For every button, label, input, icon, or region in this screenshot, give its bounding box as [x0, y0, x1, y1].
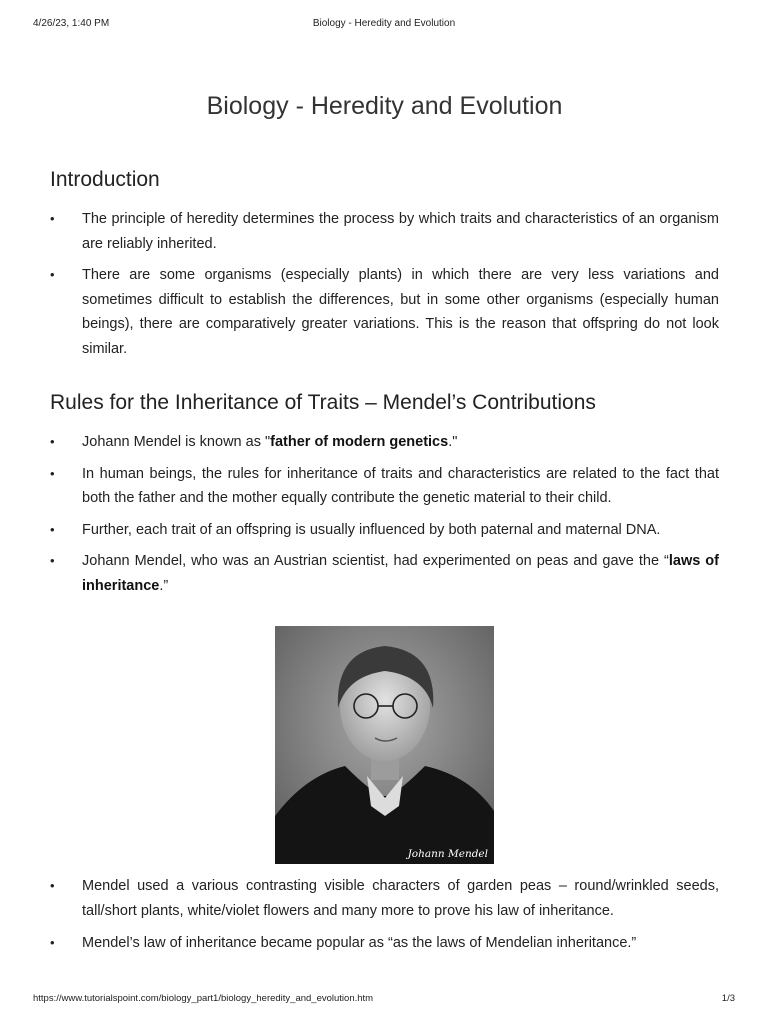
rules-list — [50, 430, 719, 598]
introduction-list — [50, 207, 719, 361]
list-item: • Further, each trait of an offspring is usually influenced by both paternal and maternal DNA. — [50, 518, 719, 543]
page-title: Biology - Heredity and Evolution — [206, 92, 563, 120]
portrait-image — [275, 626, 494, 864]
list-item: • Mendel’s law of inheritance became popular as “as the laws of Mendelian inheritance.” — [50, 931, 719, 956]
list-item — [50, 549, 719, 598]
text-segment: Johann Mendel, who was an Austrian scientist, had experimented on peas and gave the “ — [82, 553, 669, 569]
list-item: • There are some organisms (especially plants) in which there are very less variations and sometimes difficult to establish the differences, but in some other organisms (especially human beings), there are comparatively greater variations. This is the reason that offspring do not look similar. — [50, 263, 719, 361]
print-footer — [33, 993, 735, 1007]
page-number: 1/3 — [721, 993, 735, 1004]
text-segment: ." — [448, 434, 458, 450]
text-segment: Johann Mendel is known as " — [82, 434, 271, 450]
print-date: 4/26/23, 1:40 PM — [33, 18, 110, 29]
text-segment: .” — [159, 577, 169, 594]
list-item — [50, 430, 719, 455]
print-url: https://www.tutorialspoint.com/biology_part1/biology_heredity_and_evolution.htm — [33, 993, 374, 1004]
article — [50, 88, 719, 956]
bold-term: father of modern genetics — [270, 434, 449, 450]
list-item: • The principle of heredity determines the process by which traits and characteristics of an organism are reliably inherited. — [50, 207, 719, 256]
image-caption: Johann Mendel — [407, 848, 488, 860]
section-heading-rules: Rules for the Inheritance of Traits – Mendel’s Contributions — [50, 391, 596, 414]
portrait-illustration — [275, 626, 494, 864]
list-item: • Mendel used a various contrasting visible characters of garden peas – round/wrinkled seeds, tall/short plants, white/violet flowers and many more to prove his law of inheritance. — [50, 874, 719, 923]
mendel-list — [50, 874, 719, 956]
list-item: • In human beings, the rules for inheritance of traits and characteristics are related to the fact that both the father and the mother equally contribute the genetic material to their child. — [50, 462, 719, 511]
bold-term: laws of inheritance — [82, 553, 719, 594]
print-title: Biology - Heredity and Evolution — [312, 18, 456, 29]
figure — [50, 626, 719, 864]
section-heading-introduction: Introduction — [50, 168, 160, 191]
print-header — [33, 18, 735, 32]
